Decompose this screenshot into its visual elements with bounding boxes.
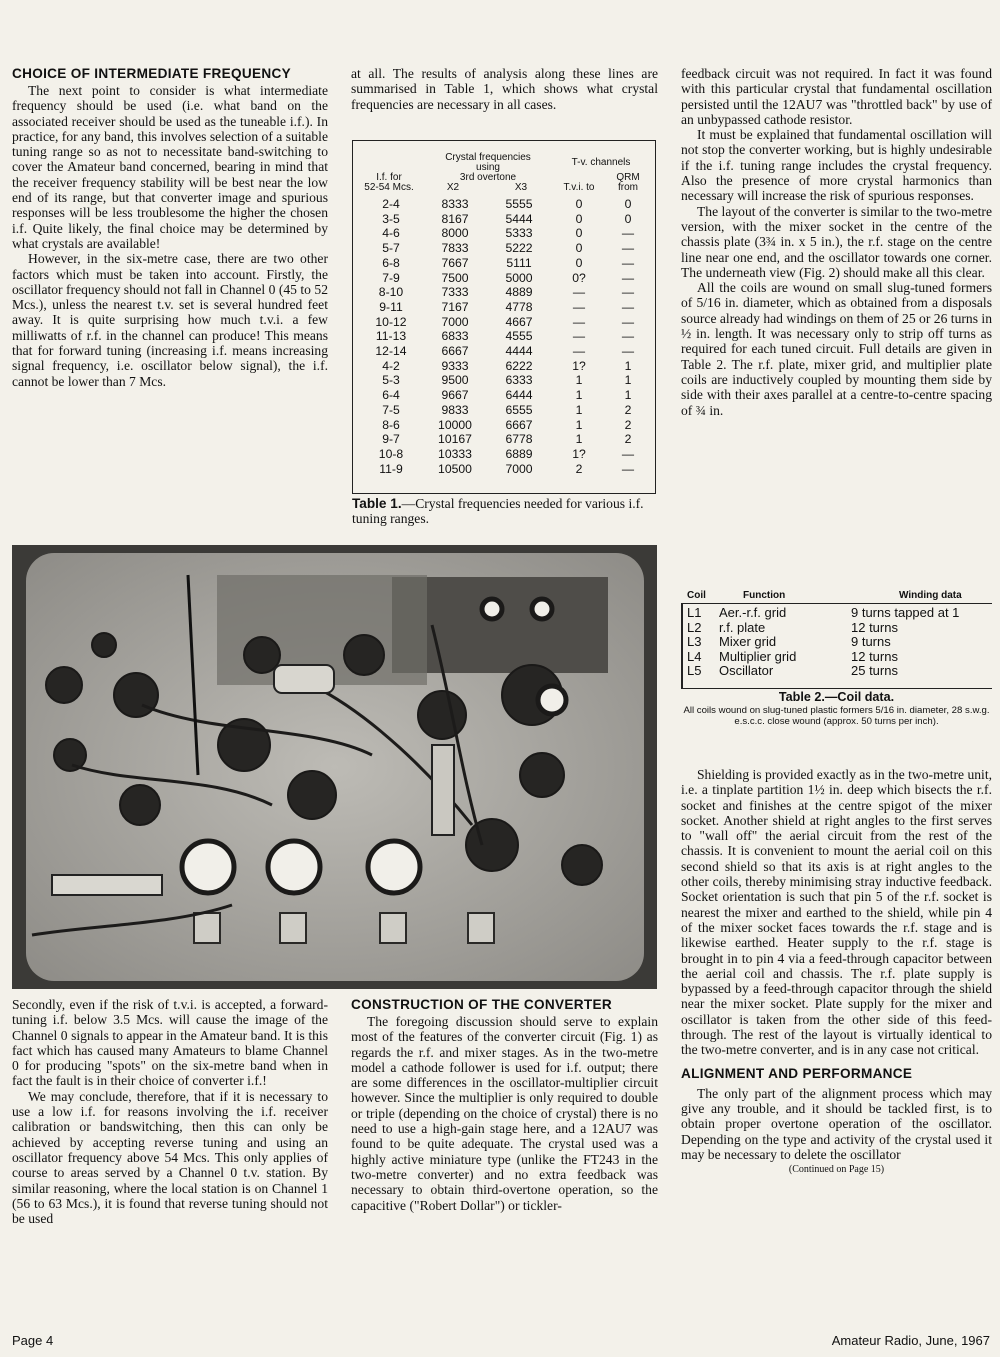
table-row bbox=[359, 300, 649, 315]
table-cell: 4555 bbox=[505, 329, 533, 344]
table-cell: 0? bbox=[572, 270, 586, 285]
table-cell: — bbox=[621, 270, 635, 285]
chassis-underside-photo bbox=[12, 545, 657, 989]
table-cell: — bbox=[572, 285, 586, 300]
table-cell: 4444 bbox=[505, 344, 533, 359]
table-cell: 6333 bbox=[505, 373, 533, 388]
table-cell: 4667 bbox=[505, 314, 533, 329]
paragraph: The foregoing discussion should serve to explain most of the features of the converter circuit (Fig. 1) as regards the r.f. and mixer stages. As in the two-metre model a cathode follower is used for i.f. output; there are some differences in the oscillator-multiplier circuit however. Since the multiplier is only required to double or triple (depending on the choice of crystal) there is no need to use a high-gain stage here, and a 12AU7 was found to be quite adequate. The crystal used was a highly active miniature type (unlike the FT243 in the two-metre converter) and no extra feedback was necessary to obtain third-overtone operation, so the capacitive ("Robert Dollar") or tickler- bbox=[351, 1014, 658, 1213]
table-row bbox=[359, 344, 649, 359]
table-cell: 10000 bbox=[438, 417, 472, 432]
paragraph: feedback circuit was not required. In fact it was found with this particular crystal that fundamental oscillation persisted until the 12AU7 was "throttled back" by use of an unbypassed cathode resistor. bbox=[681, 66, 992, 127]
table-1-body bbox=[359, 197, 649, 476]
table-row bbox=[359, 418, 649, 433]
table-cell: 0 bbox=[575, 226, 583, 241]
section-heading-construction: CONSTRUCTION OF THE CONVERTER bbox=[351, 997, 612, 1012]
table-row bbox=[359, 226, 649, 241]
table-row bbox=[359, 462, 649, 477]
table-cell: 1? bbox=[572, 358, 586, 373]
paragraph: We may conclude, therefore, that if it is necessary to use a low i.f. for reasons involving the i.f. receiver calibration or bandswitching, then this can only be achieved by accepting reverse tuning and using an oscillator frequency above 54 Mcs. This only applies of course to areas served by a Channel 0 t.v. station. By similar reasoning, where the local station is on Channel 1 (56 to 63 Mcs.), it is found that reverse tuning should not be used bbox=[12, 1088, 328, 1227]
table-cell: 4-2 bbox=[382, 358, 400, 373]
table-cell: 7000 bbox=[441, 314, 469, 329]
table-cell: 5444 bbox=[505, 211, 533, 226]
table-row bbox=[359, 329, 649, 344]
table-cell: 12-14 bbox=[375, 344, 407, 359]
table-header: 3rd overtone bbox=[459, 172, 517, 183]
table-2-cell: 12 turns bbox=[851, 619, 898, 635]
table-cell: 11-13 bbox=[375, 329, 407, 344]
table-cell: — bbox=[621, 446, 635, 461]
table-cell: 1 bbox=[575, 432, 583, 447]
section-heading-alignment: ALIGNMENT AND PERFORMANCE bbox=[681, 1065, 913, 1081]
paragraph: at all. The results of analysis along these lines are summarised in Table 1, which shows what crystal frequencies are necessary in all cases. bbox=[351, 66, 658, 112]
table-cell: 1 bbox=[624, 373, 632, 388]
table-cell: 8333 bbox=[441, 197, 469, 211]
table-row bbox=[359, 388, 649, 403]
table-row bbox=[359, 315, 649, 330]
table-header: Function bbox=[743, 590, 786, 601]
table-1-crystal-frequencies bbox=[352, 140, 656, 494]
section-heading-choice-if: CHOICE OF INTERMEDIATE FREQUENCY bbox=[12, 66, 291, 81]
table-row bbox=[359, 432, 649, 447]
table-cell: 7-5 bbox=[382, 402, 400, 417]
table-cell: 1 bbox=[575, 388, 583, 403]
table-cell: 7667 bbox=[441, 255, 469, 270]
table-cell: 5-7 bbox=[382, 241, 400, 256]
table-cell: — bbox=[572, 314, 586, 329]
table-cell: 10333 bbox=[438, 446, 472, 461]
table-cell: — bbox=[572, 329, 586, 344]
table-cell: 9333 bbox=[441, 358, 469, 373]
table-2-cell: Multiplier grid bbox=[719, 648, 797, 664]
table-cell: 1 bbox=[575, 373, 583, 388]
table-row bbox=[359, 241, 649, 256]
table-2-cell: Oscillator bbox=[719, 663, 774, 679]
table-cell: 6667 bbox=[441, 344, 469, 359]
table-header: X2 bbox=[446, 182, 460, 193]
table-cell: 0 bbox=[624, 211, 632, 226]
table-cell: 7000 bbox=[505, 461, 533, 476]
table-cell: — bbox=[621, 255, 635, 270]
table-cell: 4-6 bbox=[382, 226, 400, 241]
table-cell: 6-8 bbox=[382, 255, 400, 270]
table-cell: 5000 bbox=[505, 270, 533, 285]
table-cell: 0 bbox=[575, 211, 583, 226]
table-cell: 7-9 bbox=[382, 270, 400, 285]
column-2-top bbox=[351, 66, 658, 112]
table-row bbox=[359, 447, 649, 462]
chassis-photo-illustration bbox=[12, 545, 657, 989]
table-header: using bbox=[476, 162, 500, 173]
table-2-cell: Aer.-r.f. grid bbox=[719, 605, 787, 620]
paragraph: The next point to consider is what intermediate frequency should be used (i.e. what band on the associated receiver should be used as the tuneable i.f.). In practice, for any band, this involves selection of a suitable tuning range so as not to necessitate band-switching to cover the Amateur band concerned, bearing in mind that the receiver frequency stability will be best near the low end of its range, but that converter image and spurious responses will be less troublesome the higher the chosen i.f. Quite likely, the final choice may be determined by what crystals are available! bbox=[12, 83, 328, 251]
table-row bbox=[359, 285, 649, 300]
page-number: Page 4 bbox=[12, 1333, 54, 1348]
table-2-title: Table 2.—Coil data. bbox=[778, 690, 895, 704]
table-cell: 3-5 bbox=[382, 211, 400, 226]
table-2-cell: 12 turns bbox=[851, 648, 898, 664]
table-cell: 9500 bbox=[441, 373, 469, 388]
table-cell: 7333 bbox=[441, 285, 469, 300]
table-2-cell: Mixer grid bbox=[719, 634, 777, 650]
table-cell: 9667 bbox=[441, 388, 469, 403]
table-row bbox=[359, 373, 649, 388]
table-cell: 6778 bbox=[505, 432, 533, 447]
table-header: QRM bbox=[616, 172, 640, 183]
table-cell: 8000 bbox=[441, 226, 469, 241]
table-cell: 7500 bbox=[441, 270, 469, 285]
table-2-cell: 9 turns bbox=[851, 634, 891, 650]
table-header: T.v.i. to bbox=[563, 182, 595, 193]
table-cell: 6-4 bbox=[382, 388, 400, 403]
table-cell: 5555 bbox=[505, 197, 533, 211]
table-2-note: All coils wound on slug-tuned plastic formers 5/16 in. diameter, 28 s.w.g. e.s.c.c. close wound (approx. 50 turns per inch). bbox=[683, 705, 990, 727]
table-cell: 9833 bbox=[441, 402, 469, 417]
table-cell: 5-3 bbox=[382, 373, 400, 388]
table-cell: 8-6 bbox=[382, 417, 400, 432]
table-cell: 5222 bbox=[505, 241, 533, 256]
table-cell: 6833 bbox=[441, 329, 469, 344]
table-cell: 1 bbox=[575, 417, 583, 432]
table-cell: 11-9 bbox=[379, 461, 403, 476]
winding-column bbox=[851, 606, 993, 679]
table-cell: 1? bbox=[572, 446, 586, 461]
table-cell: 6667 bbox=[505, 417, 533, 432]
table-cell: 2-4 bbox=[382, 197, 400, 211]
continued-note: (Continued on Page 15) bbox=[788, 1164, 885, 1176]
paragraph: The only part of the alignment process which may give any trouble, and it should be tackled first, is to obtain proper overtone operation of the oscillator. Depending on the type and activity of the crystal used it may be necessary to delete the oscillator bbox=[681, 1085, 992, 1162]
table-cell: 7167 bbox=[441, 299, 469, 314]
table-header: from bbox=[618, 182, 638, 193]
table-cell: 1 bbox=[624, 358, 632, 373]
table-cell: 10167 bbox=[438, 432, 472, 447]
table-cell: 10-8 bbox=[378, 446, 404, 461]
table-1-caption bbox=[352, 496, 658, 526]
table-row bbox=[359, 197, 649, 212]
table-2-box bbox=[681, 603, 992, 689]
table-cell: 9-7 bbox=[382, 432, 400, 447]
table-cell: 1 bbox=[575, 402, 583, 417]
table-cell: 2 bbox=[624, 417, 632, 432]
table-header: Winding data bbox=[899, 590, 962, 601]
table-cell: 10500 bbox=[438, 461, 472, 476]
table-2-cell: 25 turns bbox=[851, 663, 898, 679]
table-2-cell: L3 bbox=[687, 634, 702, 650]
table-2-cell: L5 bbox=[687, 663, 702, 679]
table-cell: 2 bbox=[624, 432, 632, 447]
table-cell: — bbox=[621, 285, 635, 300]
table-cell: — bbox=[621, 226, 635, 241]
column-3-bottom bbox=[681, 767, 992, 1177]
table-header: Coil bbox=[687, 590, 706, 601]
table-cell: 6555 bbox=[505, 402, 533, 417]
table-row bbox=[359, 403, 649, 418]
table-row bbox=[359, 271, 649, 286]
table-cell: 2 bbox=[624, 402, 632, 417]
table-cell: 1 bbox=[624, 388, 632, 403]
table-cell: 9-11 bbox=[379, 299, 403, 314]
column-1-bottom bbox=[12, 997, 328, 1226]
table-2-cell: 9 turns tapped at 1 bbox=[851, 605, 960, 620]
journal-footer: Amateur Radio, June, 1967 bbox=[831, 1333, 990, 1348]
table-cell: 8167 bbox=[441, 211, 469, 226]
table-2-cell: L1 bbox=[687, 605, 702, 620]
table-cell: 5333 bbox=[505, 226, 533, 241]
function-column bbox=[719, 606, 849, 679]
table-cell: 5111 bbox=[506, 255, 532, 270]
paragraph: Shielding is provided exactly as in the two-metre unit, i.e. a tinplate partition 1½ in. deep which bisects the r.f. socket and finishes at the centre spigot of the mixer socket. Another shield at right angles to the first serves to "wall off" the aerial circuit from the rest of the chassis. It is convenient to mount the aerial coil on this second shield so that its axis is at right angles to the other coils, thereby minimising stray inductive feedback. Socket orientation is such that pin 5 of the r.f. socket is nearest the mixer and earthed to the shield, while pin 4 of the mixer socket faces towards the r.f. stage and is likewise earthed. Heater supply to the r.f. stage is brought in to pin 4 via a feed-through capacitor between the aerial coil and chassis. The r.f. plate supply is bypassed by a feed-through capacitor through the shield near the mixer socket. Plate supply for the mixer and oscillator is taken from the other side of this feed-through. The rest of the layout is virtually identical to the two-metre converter, and is in any case not critical. bbox=[681, 767, 992, 1058]
table-cell: 0 bbox=[575, 255, 583, 270]
table-cell: 7833 bbox=[441, 241, 469, 256]
table-cell: — bbox=[572, 299, 586, 314]
table-2-cell: r.f. plate bbox=[719, 619, 766, 635]
table-row bbox=[359, 359, 649, 374]
paragraph: Secondly, even if the risk of t.v.i. is accepted, a forward-tuning i.f. below 3.5 Mcs. will cause the image of the Channel 0 signals to appear in the Amateur band. It is this fact which has caused many Amateurs to blame Channel 0 for producing "spots" on the six-metre band when in fact the fault is in their choice of converter i.f.! bbox=[12, 997, 328, 1089]
table-cell: 0 bbox=[575, 197, 583, 211]
table-cell: 10-12 bbox=[375, 314, 407, 329]
table-row bbox=[359, 256, 649, 271]
table-cell: 6889 bbox=[505, 446, 533, 461]
table-2-cell: L2 bbox=[687, 619, 702, 635]
table-cell: 8-10 bbox=[378, 285, 404, 300]
table-2-caption bbox=[681, 689, 992, 727]
table-cell: 0 bbox=[624, 197, 632, 211]
table-header: Crystal frequencies bbox=[445, 152, 531, 163]
table-cell: — bbox=[572, 344, 586, 359]
table-cell: 2 bbox=[575, 461, 583, 476]
table-1-label: Table 1. bbox=[352, 496, 402, 511]
table-1-caption-text: —Crystal frequencies needed for various i.f. tuning ranges. bbox=[352, 496, 644, 526]
column-1-top bbox=[12, 66, 328, 389]
table-cell: — bbox=[621, 241, 635, 256]
table-cell: 0 bbox=[575, 241, 583, 256]
table-cell: 4778 bbox=[505, 299, 533, 314]
table-header: 52-54 Mcs. bbox=[364, 182, 414, 193]
table-cell: 4889 bbox=[505, 285, 533, 300]
paragraph: The layout of the converter is similar to the two-metre version, with the mixer socket in the centre of the chassis plate (3¾ in. x 5 in.), the r.f. stage on the centre line near one end, and the oscillator towards one corner. The underneath view (Fig. 2) should make all this clear. bbox=[681, 203, 992, 280]
table-cell: — bbox=[621, 344, 635, 359]
paragraph: However, in the six-metre case, there are two other factors which must be taken into account. Firstly, the oscillator frequency should not fall in Channel 0 (45 to 52 Mcs.), unless the nearest t.v. set is several hundred feet away. It is quite surprising how much t.v.i. a few milliwatts of r.f. in the channel can produce! This means that for forward tuning (increasing i.f. means increasing signal frequency, i.e. oscillator below signal), the i.f. cannot be lower than 7 Mcs. bbox=[12, 251, 328, 389]
table-header: T-v. channels bbox=[571, 157, 631, 168]
paragraph: All the coils are wound on small slug-tuned formers of 5/16 in. diameter, which as obtained from a disposals source already had windings on them of 25 or 26 turns in ½ in. length. It was necessary only to strip off turns as required for each tuned circuit. Full details are given in Table 2. The r.f. plate, mixer grid, and multiplier plate coils are inductively coupled by mounting them side by side with their axes parallel at a centre-to-centre spacing of ¾ in. bbox=[681, 280, 992, 418]
table-cell: 6222 bbox=[505, 358, 533, 373]
table-row bbox=[359, 212, 649, 227]
table-cell: — bbox=[621, 299, 635, 314]
table-header: I.f. for bbox=[376, 172, 402, 183]
column-3-top bbox=[681, 66, 992, 418]
table-cell: — bbox=[621, 314, 635, 329]
table-cell: — bbox=[621, 461, 635, 476]
paragraph: It must be explained that fundamental oscillation will not stop the converter working, but is highly undesirable if the i.f. tuning range includes the crystal frequency. Also the presence of more crystal harmonics than necessary will increase the risk of spurious responses. bbox=[681, 127, 992, 204]
table-header: X3 bbox=[514, 182, 528, 193]
table-cell: — bbox=[621, 329, 635, 344]
table-cell: 6444 bbox=[505, 388, 533, 403]
column-2-bottom bbox=[351, 997, 658, 1213]
table-2-cell: L4 bbox=[687, 648, 702, 664]
